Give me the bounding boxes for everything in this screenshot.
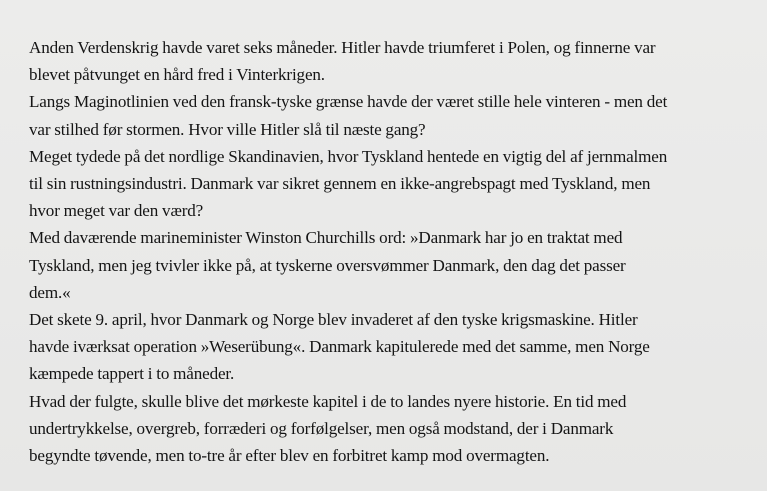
paragraph-line: dem.« (29, 282, 71, 302)
paragraph-line: til sin rustningsindustri. Danmark var sikret gennem en ikke-angrebspagt med Tyskland, men (29, 174, 651, 194)
paragraph-4 (29, 224, 747, 306)
paragraph-3 (29, 143, 747, 225)
paragraph-line: Det skete 9. april, hvor Danmark og Norge blev invaderet af den tyske krigsmaskine. Hitler (29, 310, 638, 330)
paragraph-line: Hvad der fulgte, skulle blive det mørkeste kapitel i de to landes nyere historie. En tid med (29, 391, 627, 411)
paragraph-line: Tyskland, men jeg tvivler ikke på, at tyskerne oversvømmer Danmark, den dag det passer (29, 255, 626, 275)
paragraph-line: Med daværende marineminister Winston Churchills ord: »Danmark har jo en traktat med (29, 228, 623, 248)
paragraph-2 (29, 88, 747, 142)
paragraph-5 (29, 306, 747, 388)
paragraph-line: kæmpede tappert i to måneder. (29, 364, 235, 384)
paragraph-line: var stilhed før stormen. Hvor ville Hitler slå til næste gang? (29, 119, 426, 139)
paragraph-line: Meget tydede på det nordlige Skandinavien, hvor Tyskland hentede en vigtig del af jernmalmen (29, 146, 668, 166)
paragraph-line: Langs Maginotlinien ved den fransk-tyske grænse havde der været stille hele vinteren - men det (29, 92, 668, 112)
body-text (29, 34, 747, 469)
paragraph-line: hvor meget var den værd? (29, 201, 204, 221)
paragraph-1 (29, 34, 747, 88)
paragraph-line: havde iværksat operation »Weserübung«. Danmark kapitulerede med det samme, men Norge (29, 337, 650, 357)
paragraph-line: blevet påtvunget en hård fred i Vinterkrigen. (29, 65, 325, 85)
paragraph-6 (29, 388, 747, 470)
paragraph-line: undertrykkelse, overgreb, forræderi og forfølgelser, men også modstand, der i Danmark (29, 418, 614, 438)
paragraph-line: Anden Verdenskrig havde varet seks måneder. Hitler havde triumferet i Polen, og finnerne var (29, 38, 656, 57)
paragraph-line: begyndte tøvende, men to-tre år efter blev en forbitret kamp mod overmagten. (29, 446, 550, 466)
